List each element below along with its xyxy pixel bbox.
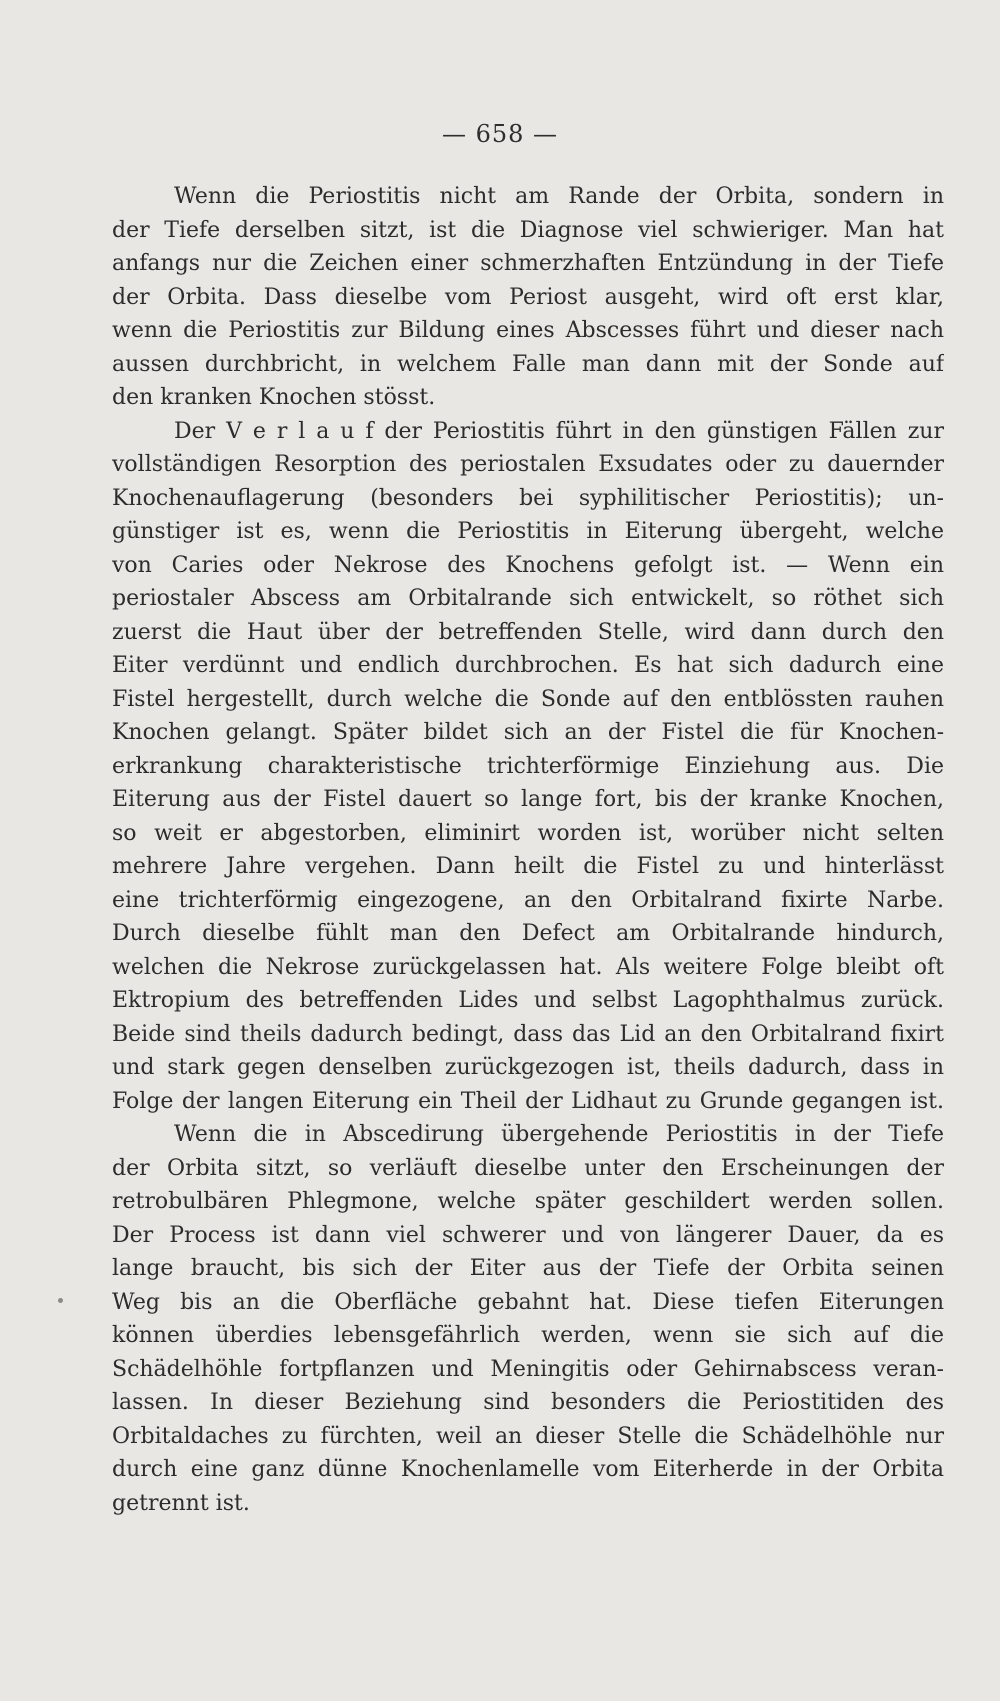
text-line: Folge der langen Eiterung ein Theil der Lidhaut zu Grunde gegangen ist. bbox=[112, 1088, 944, 1114]
body-text bbox=[112, 180, 944, 1520]
text-line: der Tiefe derselben sitzt, ist die Diagnose viel schwieriger. Man hat bbox=[112, 217, 944, 243]
text-line: retrobulbären Phlegmone, welche später geschildert werden sollen. bbox=[112, 1189, 944, 1214]
text-line: Eiterung aus der Fistel dauert so lange fort, bis der kranke Knochen, bbox=[112, 787, 944, 812]
text-line: der Orbita sitzt, so verläuft dieselbe unter den Erscheinungen der bbox=[112, 1155, 944, 1181]
text-line: periostaler Abscess am Orbitalrande sich entwickelt, so röthet sich bbox=[112, 586, 944, 611]
text-line: Knochen gelangt. Später bildet sich an der Fistel die für Knochen- bbox=[112, 720, 944, 745]
text-line: Eiter verdünnt und endlich durchbrochen. Es hat sich dadurch eine bbox=[112, 653, 944, 678]
page-number: — 658 — bbox=[441, 120, 559, 148]
text-line: Wenn die in Abscedirung übergehende Periostitis in der Tiefe bbox=[174, 1122, 944, 1147]
text-line: von Caries oder Nekrose des Knochens gefolgt ist. — Wenn ein bbox=[112, 552, 944, 578]
text-line: mehrere Jahre vergehen. Dann heilt die Fistel zu und hinterlässt bbox=[112, 854, 944, 879]
text-line: Knochenauflagerung (besonders bei syphilitischer Periostitis); un- bbox=[112, 485, 944, 511]
text-line: vollständigen Resorption des periostalen Exsudates oder zu dauernder bbox=[112, 452, 944, 477]
text-line: Weg bis an die Oberfläche gebahnt hat. Diese tiefen Eiterungen bbox=[112, 1289, 944, 1315]
text-line: günstiger ist es, wenn die Periostitis in Eiterung übergeht, welche bbox=[112, 519, 944, 544]
text-line: Beide sind theils dadurch bedingt, dass das Lid an den Orbitalrand fixirt bbox=[112, 1021, 944, 1047]
text-line: Orbitaldaches zu fürchten, weil an dieser Stelle die Schädelhöhle nur bbox=[112, 1423, 944, 1449]
ink-spot bbox=[58, 1298, 63, 1303]
text-line: getrennt ist. bbox=[112, 1490, 250, 1516]
text-line: können überdies lebensgefährlich werden, wenn sie sich auf die bbox=[112, 1323, 944, 1348]
text-line: welchen die Nekrose zurückgelassen hat. Als weitere Folge bleibt oft bbox=[112, 954, 944, 980]
text-line: Schädelhöhle fortpflanzen und Meningitis oder Gehirnabscess veran- bbox=[112, 1356, 944, 1382]
text-line: zuerst die Haut über der betreffenden Stelle, wird dann durch den bbox=[112, 619, 944, 645]
text-line: und stark gegen denselben zurückgezogen ist, theils dadurch, dass in bbox=[112, 1055, 944, 1080]
text-line: den kranken Knochen stösst. bbox=[112, 385, 436, 410]
text-line: so weit er abgestorben, eliminirt worden ist, worüber nicht selten bbox=[112, 820, 944, 846]
text-line: Der V e r l a u f der Periostitis führt in den günstigen Fällen zur bbox=[174, 418, 944, 444]
text-line: aussen durchbricht, in welchem Falle man dann mit der Sonde auf bbox=[112, 351, 944, 377]
text-line: lange braucht, bis sich der Eiter aus der Tiefe der Orbita seinen bbox=[112, 1256, 944, 1281]
text-line: Durch dieselbe fühlt man den Defect am Orbitalrande hindurch, bbox=[112, 921, 944, 946]
text-line: anfangs nur die Zeichen einer schmerzhaften Entzündung in der Tiefe bbox=[112, 251, 944, 276]
text-line: Fistel hergestellt, durch welche die Sonde auf den entblössten rauhen bbox=[112, 686, 944, 712]
text-line: der Orbita. Dass dieselbe vom Periost ausgeht, wird oft erst klar, bbox=[112, 284, 944, 310]
text-line: lassen. In dieser Beziehung sind besonders die Periostitiden des bbox=[112, 1390, 944, 1415]
text-line: erkrankung charakteristische trichterförmige Einziehung aus. Die bbox=[112, 753, 944, 779]
text-line: Ektropium des betreffenden Lides und selbst Lagophthalmus zurück. bbox=[112, 988, 944, 1013]
text-line: durch eine ganz dünne Knochenlamelle vom Eiterherde in der Orbita bbox=[112, 1457, 944, 1482]
text-line: eine trichterförmig eingezogene, an den Orbitalrand fixirte Narbe. bbox=[112, 887, 944, 913]
text-line: Wenn die Periostitis nicht am Rande der Orbita, sondern in bbox=[174, 184, 944, 209]
text-line: wenn die Periostitis zur Bildung eines Abscesses führt und dieser nach bbox=[112, 318, 944, 343]
text-line: Der Process ist dann viel schwerer und von längerer Dauer, da es bbox=[112, 1222, 944, 1248]
